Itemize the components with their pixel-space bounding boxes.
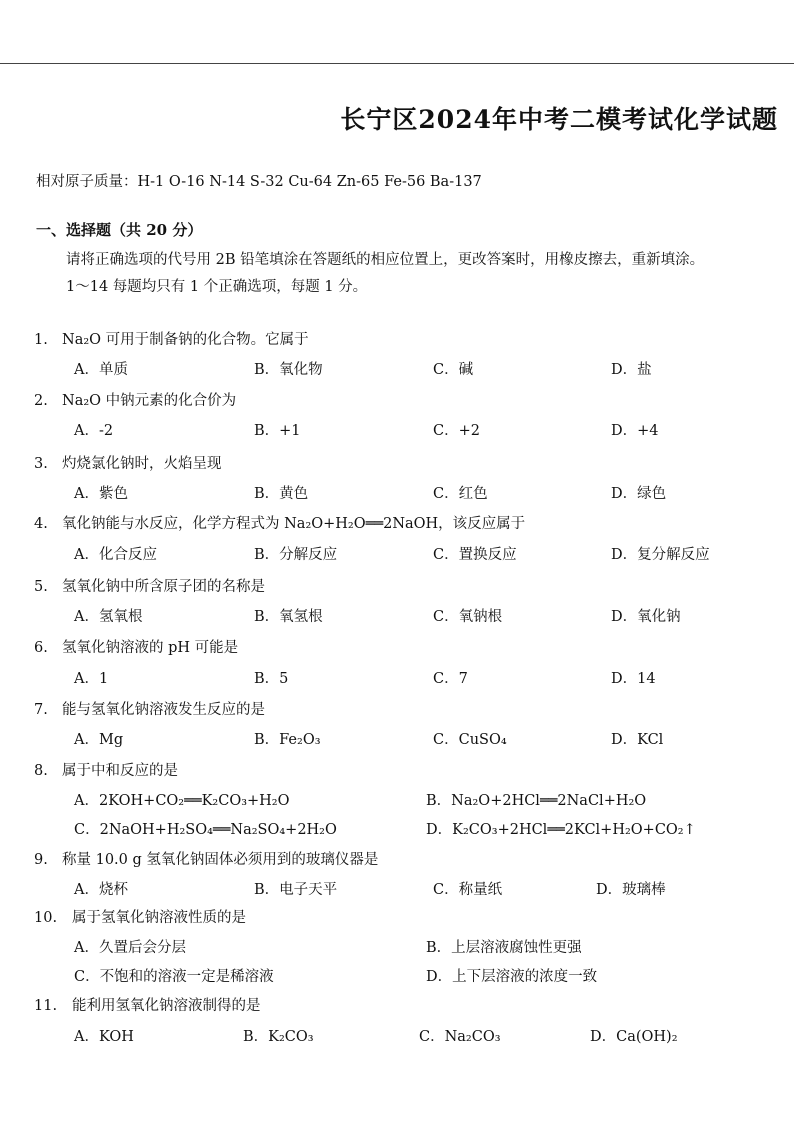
option-a: A．2KOH+CO₂══K₂CO₃+H₂O xyxy=(74,793,290,809)
question-text: 属于氢氧化钠溶液性质的是 xyxy=(72,910,246,926)
question-number: 10. xyxy=(34,910,58,926)
option-a: A．紫色 xyxy=(74,486,128,502)
option-d: D．Ca(OH)₂ xyxy=(590,1029,678,1045)
question-1 xyxy=(34,328,309,349)
question-number: 9. xyxy=(34,852,48,868)
question-number: 2. xyxy=(34,393,48,409)
option-c: C．7 xyxy=(433,671,468,687)
question-text: 灼烧氯化钠时，火焰呈现 xyxy=(62,456,222,472)
option-c: C．称量纸 xyxy=(433,882,503,898)
question-10 xyxy=(34,906,246,927)
exam-title: 长宁区2024年中考二模考试化学试题 xyxy=(340,105,778,134)
option-b: B．氧化物 xyxy=(254,362,323,378)
question-text: 氢氧化钠中所含原子团的名称是 xyxy=(62,579,265,595)
question-number: 1. xyxy=(34,332,48,348)
question-text: 能与氢氧化钠溶液发生反应的是 xyxy=(62,702,265,718)
question-number: 8. xyxy=(34,763,48,779)
question-text: Na₂O 中钠元素的化合价为 xyxy=(62,393,237,409)
option-c: C．置换反应 xyxy=(433,547,517,563)
option-d: D．氧化钠 xyxy=(611,609,681,625)
option-d: D．+4 xyxy=(611,423,659,439)
option-a: A．KOH xyxy=(74,1029,134,1045)
top-rule xyxy=(0,63,794,64)
question-3 xyxy=(34,452,222,473)
option-d: D．上下层溶液的浓度一致 xyxy=(426,969,598,985)
question-number: 5. xyxy=(34,579,48,595)
option-d: D．玻璃棒 xyxy=(596,882,666,898)
option-a: A．烧杯 xyxy=(74,882,128,898)
question-text: 能利用氢氧化钠溶液制得的是 xyxy=(72,998,261,1014)
question-text: 属于中和反应的是 xyxy=(62,763,178,779)
option-c: C．氧钠根 xyxy=(433,609,503,625)
question-number: 7. xyxy=(34,702,48,718)
option-b: B．氧氢根 xyxy=(254,609,323,625)
option-d: D．盐 xyxy=(611,362,652,378)
section-heading: 一、选择题（共 20 分） xyxy=(36,221,203,239)
option-d: D．KCl xyxy=(611,732,664,748)
option-b: B．电子天平 xyxy=(254,882,338,898)
option-d: D．绿色 xyxy=(611,486,667,502)
question-2 xyxy=(34,389,236,410)
option-c: C．不饱和的溶液一定是稀溶液 xyxy=(74,969,274,985)
atomic-masses: 相对原子质量：H-1 O-16 N-14 S-32 Cu-64 Zn-65 Fe-56 Ba-137 xyxy=(36,174,482,190)
question-number: 11. xyxy=(34,998,58,1014)
question-11 xyxy=(34,994,261,1015)
question-text: 氢氧化钠溶液的 pH 可能是 xyxy=(62,640,239,656)
question-8 xyxy=(34,759,178,780)
option-b: B．Fe₂O₃ xyxy=(254,732,321,748)
option-c: C．红色 xyxy=(433,486,488,502)
question-4 xyxy=(34,512,525,533)
question-text: Na₂O 可用于制备钠的化合物。它属于 xyxy=(62,332,309,348)
option-a: A．1 xyxy=(74,671,109,687)
instruction-line-1: 请将正确选项的代号用 2B 铅笔填涂在答题纸的相应位置上，更改答案时，用橡皮擦去，重新填涂。 xyxy=(66,252,705,268)
option-b: B．黄色 xyxy=(254,486,309,502)
option-b: B．5 xyxy=(254,671,289,687)
question-6 xyxy=(34,636,238,657)
question-7 xyxy=(34,698,265,719)
option-d: D．K₂CO₃+2HCl══2KCl+H₂O+CO₂↑ xyxy=(426,822,696,838)
question-9 xyxy=(34,848,378,869)
question-number: 4. xyxy=(34,516,48,532)
option-b: B．上层溶液腐蚀性更强 xyxy=(426,940,582,956)
option-b: B．K₂CO₃ xyxy=(243,1029,314,1045)
question-number: 3. xyxy=(34,456,48,472)
question-text: 氧化钠能与水反应，化学方程式为 Na₂O+H₂O══2NaOH，该反应属于 xyxy=(62,516,526,532)
option-b: B．分解反应 xyxy=(254,547,338,563)
option-a: A．久置后会分层 xyxy=(74,940,186,956)
option-a: A．-2 xyxy=(74,423,114,439)
option-d: D．复分解反应 xyxy=(611,547,710,563)
option-c: C．2NaOH+H₂SO₄══Na₂SO₄+2H₂O xyxy=(74,822,337,838)
option-c: C．Na₂CO₃ xyxy=(419,1029,501,1045)
option-c: C．+2 xyxy=(433,423,480,439)
instruction-line-2: 1～14 每题均只有 1 个正确选项，每题 1 分。 xyxy=(66,279,368,295)
option-b: B．+1 xyxy=(254,423,301,439)
option-d: D．14 xyxy=(611,671,656,687)
question-5 xyxy=(34,575,265,596)
question-text: 称量 10.0 g 氢氧化钠固体必须用到的玻璃仪器是 xyxy=(62,852,379,868)
option-a: A．单质 xyxy=(74,362,128,378)
question-number: 6. xyxy=(34,640,48,656)
option-c: C．CuSO₄ xyxy=(433,732,507,748)
option-a: A．氢氧根 xyxy=(74,609,143,625)
option-c: C．碱 xyxy=(433,362,474,378)
option-a: A．化合反应 xyxy=(74,547,157,563)
option-b: B．Na₂O+2HCl══2NaCl+H₂O xyxy=(426,793,647,809)
option-a: A．Mg xyxy=(74,732,124,748)
